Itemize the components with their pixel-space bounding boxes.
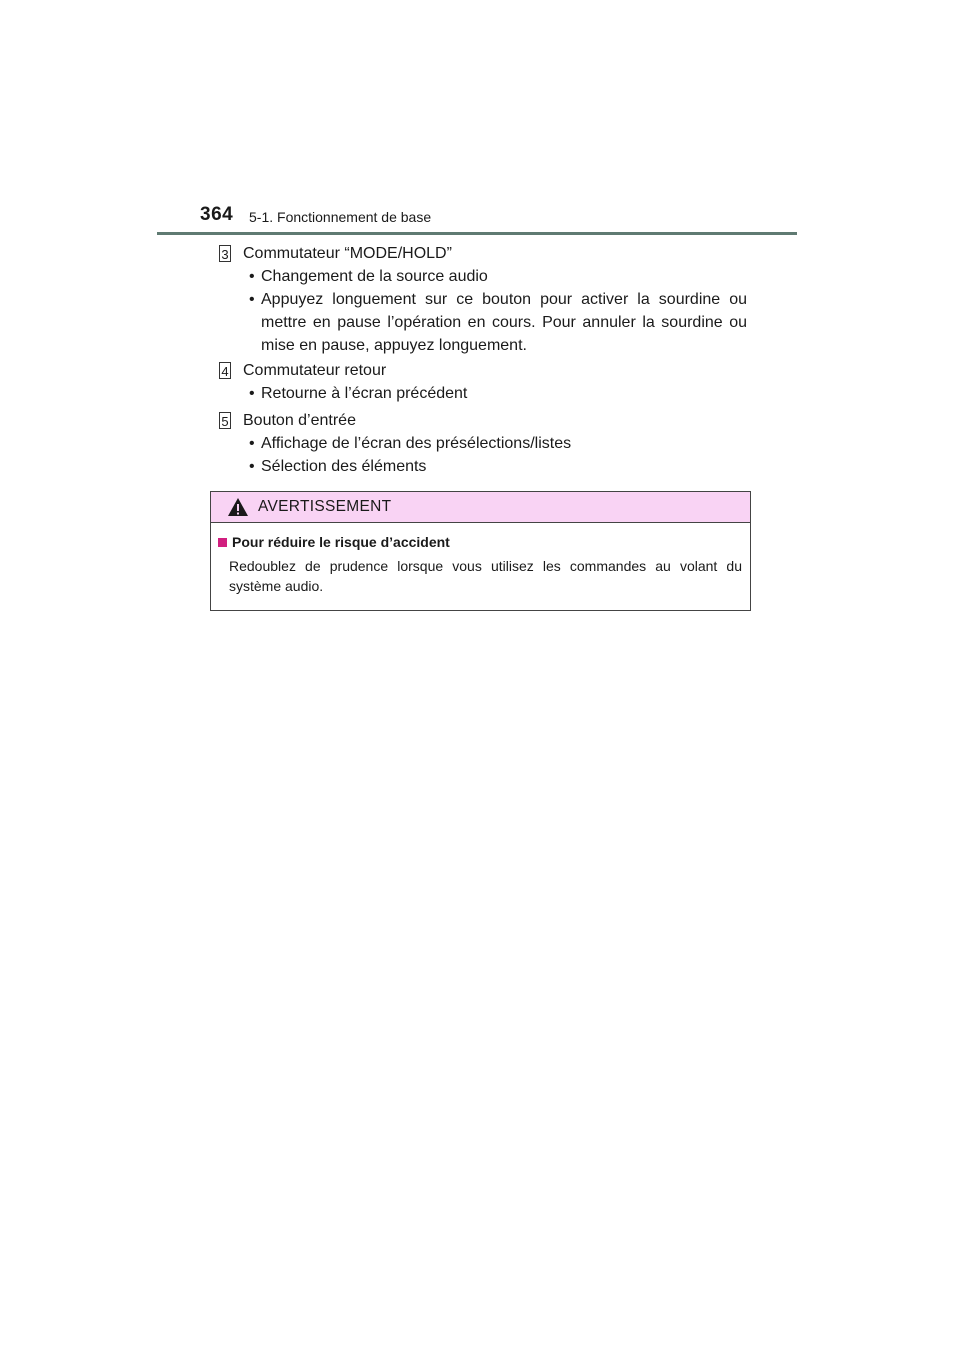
bullet-item: • Retourne à l’écran précédent [249, 382, 747, 405]
item-title: Commutateur retour [243, 362, 387, 379]
bullet-item: • Changement de la source audio [249, 265, 747, 288]
warning-subheading-text: Pour réduire le risque d’accident [232, 534, 450, 550]
section-title: 5-1. Fonctionnement de base [249, 209, 432, 225]
warning-header [211, 492, 750, 523]
bullet-list [219, 265, 747, 357]
item-mode-hold [219, 242, 747, 357]
item-enter-button [219, 409, 747, 478]
warning-text: Redoublez de prudence lorsque vous utilisez les commandes au volant du système audio. [229, 558, 742, 594]
warning-triangle-icon [227, 497, 249, 517]
square-bullet-icon [218, 538, 227, 547]
warning-title: AVERTISSEMENT [258, 498, 392, 515]
item-number-box: 5 [219, 412, 231, 429]
item-title: Bouton d’entrée [243, 412, 356, 429]
page-number: 364 [200, 204, 234, 225]
warning-body [211, 523, 750, 596]
item-number-box: 3 [219, 245, 231, 262]
bullet-list [219, 432, 747, 478]
header-rule [157, 232, 797, 235]
bullet-item: • Sélection des éléments [249, 455, 747, 478]
warning-box [210, 491, 751, 611]
warning-subheading [218, 534, 742, 550]
bullet-item: • Affichage de l’écran des présélections/listes [249, 432, 747, 455]
item-back-switch [219, 359, 747, 405]
item-number-box: 4 [219, 362, 231, 379]
bullet-list [219, 382, 747, 405]
bullet-item: • Appuyez longuement sur ce bouton pour activer la sourdine ou mettre en pause l’opération en cours. Pour annuler la sourdine ou mise en pause, appuyez longuement. [249, 288, 747, 357]
item-title: Commutateur “MODE/HOLD” [243, 245, 452, 262]
